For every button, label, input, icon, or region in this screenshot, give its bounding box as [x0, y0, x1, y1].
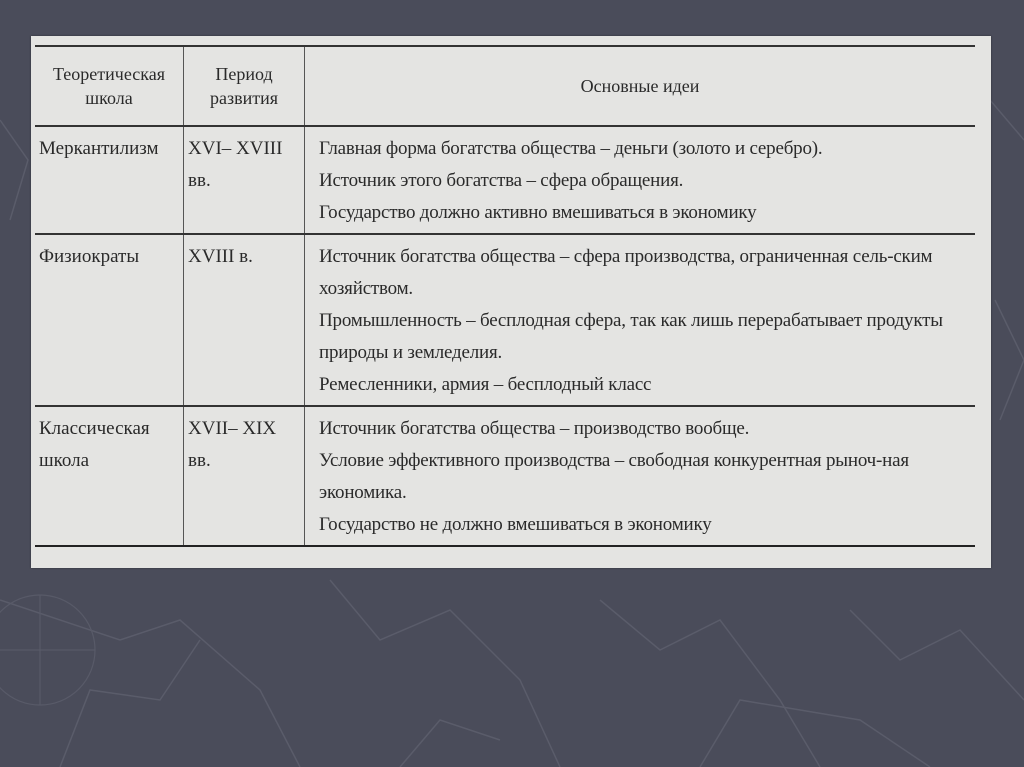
table-row-mercantilism	[35, 126, 975, 234]
ideas-cell	[305, 234, 976, 406]
idea-item: Главная форма богатства общества – деньги (золото и серебро).	[319, 138, 823, 159]
school-cell: Физиократы	[35, 234, 184, 406]
school-cell: Меркантилизм	[35, 126, 184, 234]
header-ideas: Основные идеи	[305, 46, 976, 126]
period-cell: XVII– XIX вв.	[184, 406, 305, 546]
table-row-classical-school	[35, 406, 975, 546]
ideas-cell	[305, 406, 976, 546]
idea-item: Ремесленники, армия – бесплодный класс	[319, 374, 652, 395]
economic-schools-table	[35, 45, 975, 547]
idea-item: Государство не должно вмешиваться в экономику	[319, 514, 712, 535]
idea-item: Промышленность – бесплодная сфера, так как лишь перерабатывает продукты природы и земледелия.	[319, 310, 943, 363]
idea-item: Условие эффективного производства – свободная конкурентная рыноч-ная экономика.	[319, 450, 909, 503]
school-cell: Классическая школа	[35, 406, 184, 546]
idea-item: Источник богатства общества – сфера производства, ограниченная сель-ским хозяйством.	[319, 246, 933, 299]
table-row-physiocrats	[35, 234, 975, 406]
scanned-table-image	[31, 36, 991, 568]
idea-item: Источник этого богатства – сфера обращения.	[319, 170, 684, 191]
table-header-row	[35, 46, 975, 126]
period-cell: XVI– XVIII вв.	[184, 126, 305, 234]
ideas-cell	[305, 126, 976, 234]
header-school: Теоретическая школа	[35, 46, 184, 126]
period-cell: XVIII в.	[184, 234, 305, 406]
header-period: Период развития	[184, 46, 305, 126]
idea-item: Государство должно активно вмешиваться в экономику	[319, 202, 757, 223]
idea-item: Источник богатства общества – производство вообще.	[319, 418, 750, 439]
